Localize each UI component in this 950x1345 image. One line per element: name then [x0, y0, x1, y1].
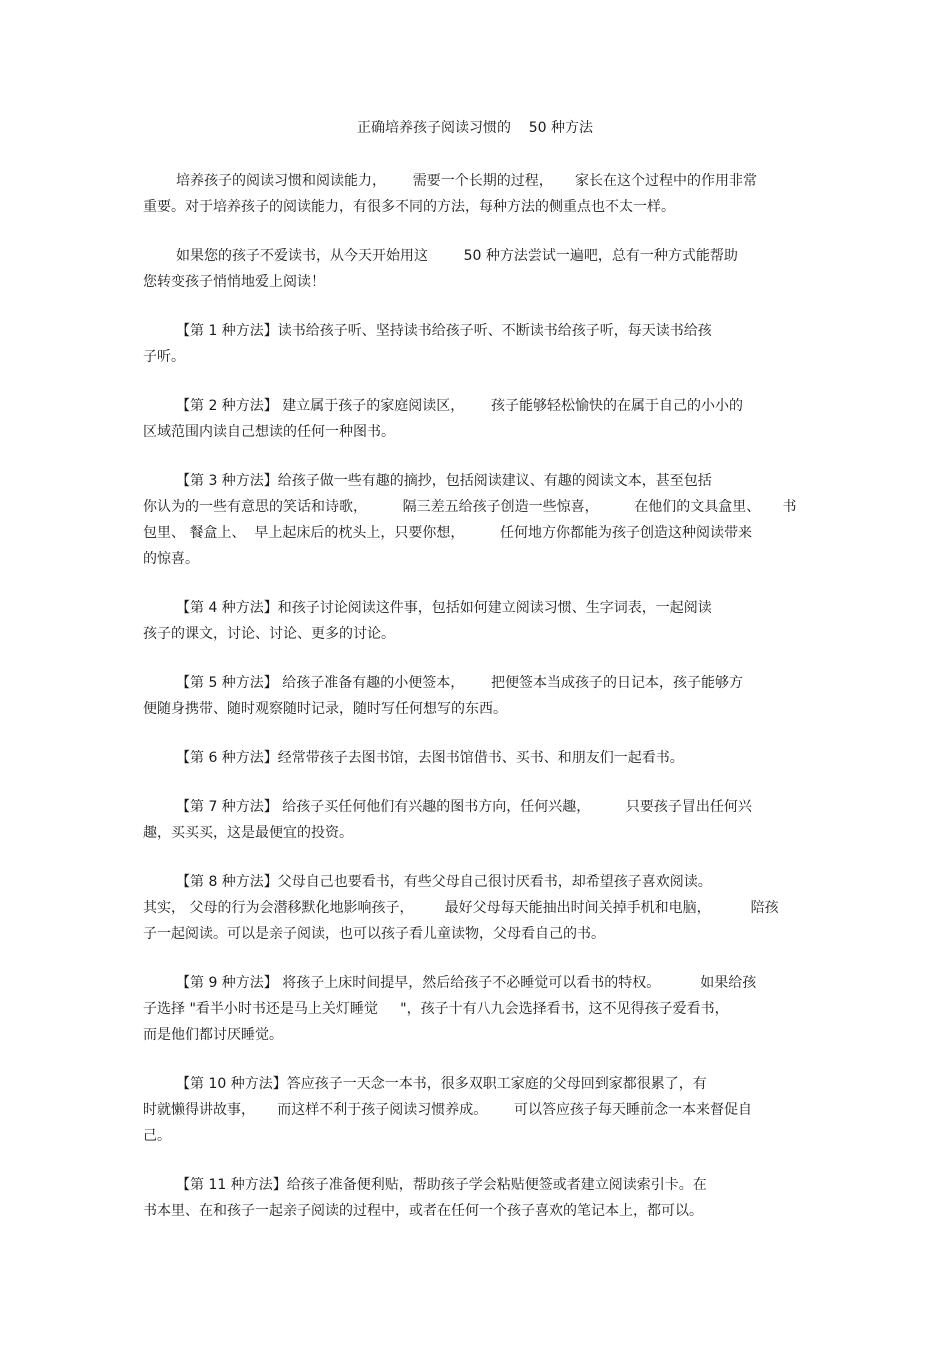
paragraph-line: 【第 1 种方法】读书给孩子听、坚持读书给孩子听、不断读书给孩子听，每天读书给孩 [176, 323, 712, 339]
paragraph [143, 318, 808, 370]
paragraph-line: 【第 6 种方法】经常带孩子去图书馆，去图书馆借书、买书、和朋友们一起看书。 [176, 750, 684, 766]
paragraph-line: 【第 7 种方法】 给孩子买任何他们有兴趣的图书方向，任何兴趣， 只要孩子冒出任何兴 [176, 799, 752, 815]
paragraph-line: 【第 2 种方法】 建立属于孩子的家庭阅读区， 孩子能够轻松愉快的在属于自己的小小的 [176, 398, 743, 414]
paragraph-line: 培养孩子的阅读习惯和阅读能力， 需要一个长期的过程， 家长在这个过程中的作用非常 [176, 173, 757, 189]
paragraph-line: 【第 4 种方法】和孩子讨论阅读这件事，包括如何建立阅读习惯、生字词表，一起阅读 [176, 600, 712, 616]
paragraph [143, 970, 808, 1048]
paragraph-line: 如果您的孩子不爱读书，从今天开始用这 50 种方法尝试一遍吧，总有一种方式能帮助 [176, 248, 738, 264]
paragraph-line: 您转变孩子悄悄地爱上阅读！ [143, 274, 325, 290]
paragraph [143, 243, 808, 295]
paragraph [143, 1071, 808, 1149]
paragraph-line: 区域范围内读自己想读的任何一种图书。 [143, 424, 395, 440]
paragraph [143, 468, 808, 572]
paragraph-line: 你认为的一些有意思的笑话和诗歌， 隔三差五给孩子创造一些惊喜， 在他们的文具盒里、 书 [143, 499, 797, 515]
paragraph-line: 而是他们都讨厌睡觉。 [143, 1027, 283, 1043]
paragraph [143, 670, 808, 722]
paragraph [143, 869, 808, 947]
paragraph-line: 的惊喜。 [143, 551, 199, 567]
paragraph-line: 子听。 [143, 349, 185, 365]
paragraph-line: 时就懒得讲故事， 而这样不利于孩子阅读习惯养成。 可以答应孩子每天睡前念一本来督促自 [143, 1102, 752, 1118]
paragraph-line: 包里、 餐盒上、 早上起床后的枕头上，只要你想， 任何地方你都能为孩子创造这种阅读带来 [143, 525, 752, 541]
paragraph-line: 【第 11 种方法】给孩子准备便利贴，帮助孩子学会粘贴便签或者建立阅读索引卡。在 [176, 1177, 707, 1193]
paragraph-line: 【第 10 种方法】答应孩子一天念一本书，很多双职工家庭的父母回到家都很累了，有 [176, 1076, 707, 1092]
paragraph [143, 745, 808, 771]
paragraph-line: 其实， 父母的行为会潜移默化地影响孩子， 最好父母每天能抽出时间关掉手机和电脑， 陪孩 [143, 900, 779, 916]
paragraph-line: 【第 8 种方法】父母自己也要看书，有些父母自己很讨厌看书，却希望孩子喜欢阅读。 [176, 874, 712, 890]
paragraph-line: 书本里、在和孩子一起亲子阅读的过程中，或者在任何一个孩子喜欢的笔记本上，都可以。 [143, 1203, 703, 1219]
paragraph-line: 子一起阅读。可以是亲子阅读，也可以孩子看儿童读物，父母看自己的书。 [143, 926, 605, 942]
paragraph-line: 己。 [143, 1128, 171, 1144]
paragraph-line: 孩子的课文，讨论、讨论、更多的讨论。 [143, 626, 395, 642]
document-body [143, 168, 808, 1247]
paragraph-line: 趣，买买买，这是最便宜的投资。 [143, 825, 353, 841]
paragraph [143, 393, 808, 445]
paragraph [143, 1172, 808, 1224]
paragraph-line: 【第 3 种方法】给孩子做一些有趣的摘抄，包括阅读建议、有趣的阅读文本，甚至包括 [176, 473, 712, 489]
paragraph-line: 【第 9 种方法】 将孩子上床时间提早，然后给孩子不必睡觉可以看书的特权。 如果给孩 [176, 975, 757, 991]
paragraph [143, 595, 808, 647]
paragraph [143, 794, 808, 846]
paragraph [143, 168, 808, 220]
paragraph-line: 【第 5 种方法】 给孩子准备有趣的小便签本， 把便签本当成孩子的日记本，孩子能够方 [176, 675, 743, 691]
paragraph-line: 便随身携带、随时观察随时记录，随时写任何想写的东西。 [143, 701, 507, 717]
paragraph-line: 子选择 "看半小时书还是马上关灯睡觉 "，孩子十有八九会选择看书，这不见得孩子爱看书， [143, 1001, 729, 1017]
document-title: 正确培养孩子阅读习惯的 50 种方法 [356, 120, 594, 136]
paragraph-line: 重要。对于培养孩子的阅读能力，有很多不同的方法，每种方法的侧重点也不太一样。 [143, 199, 675, 215]
